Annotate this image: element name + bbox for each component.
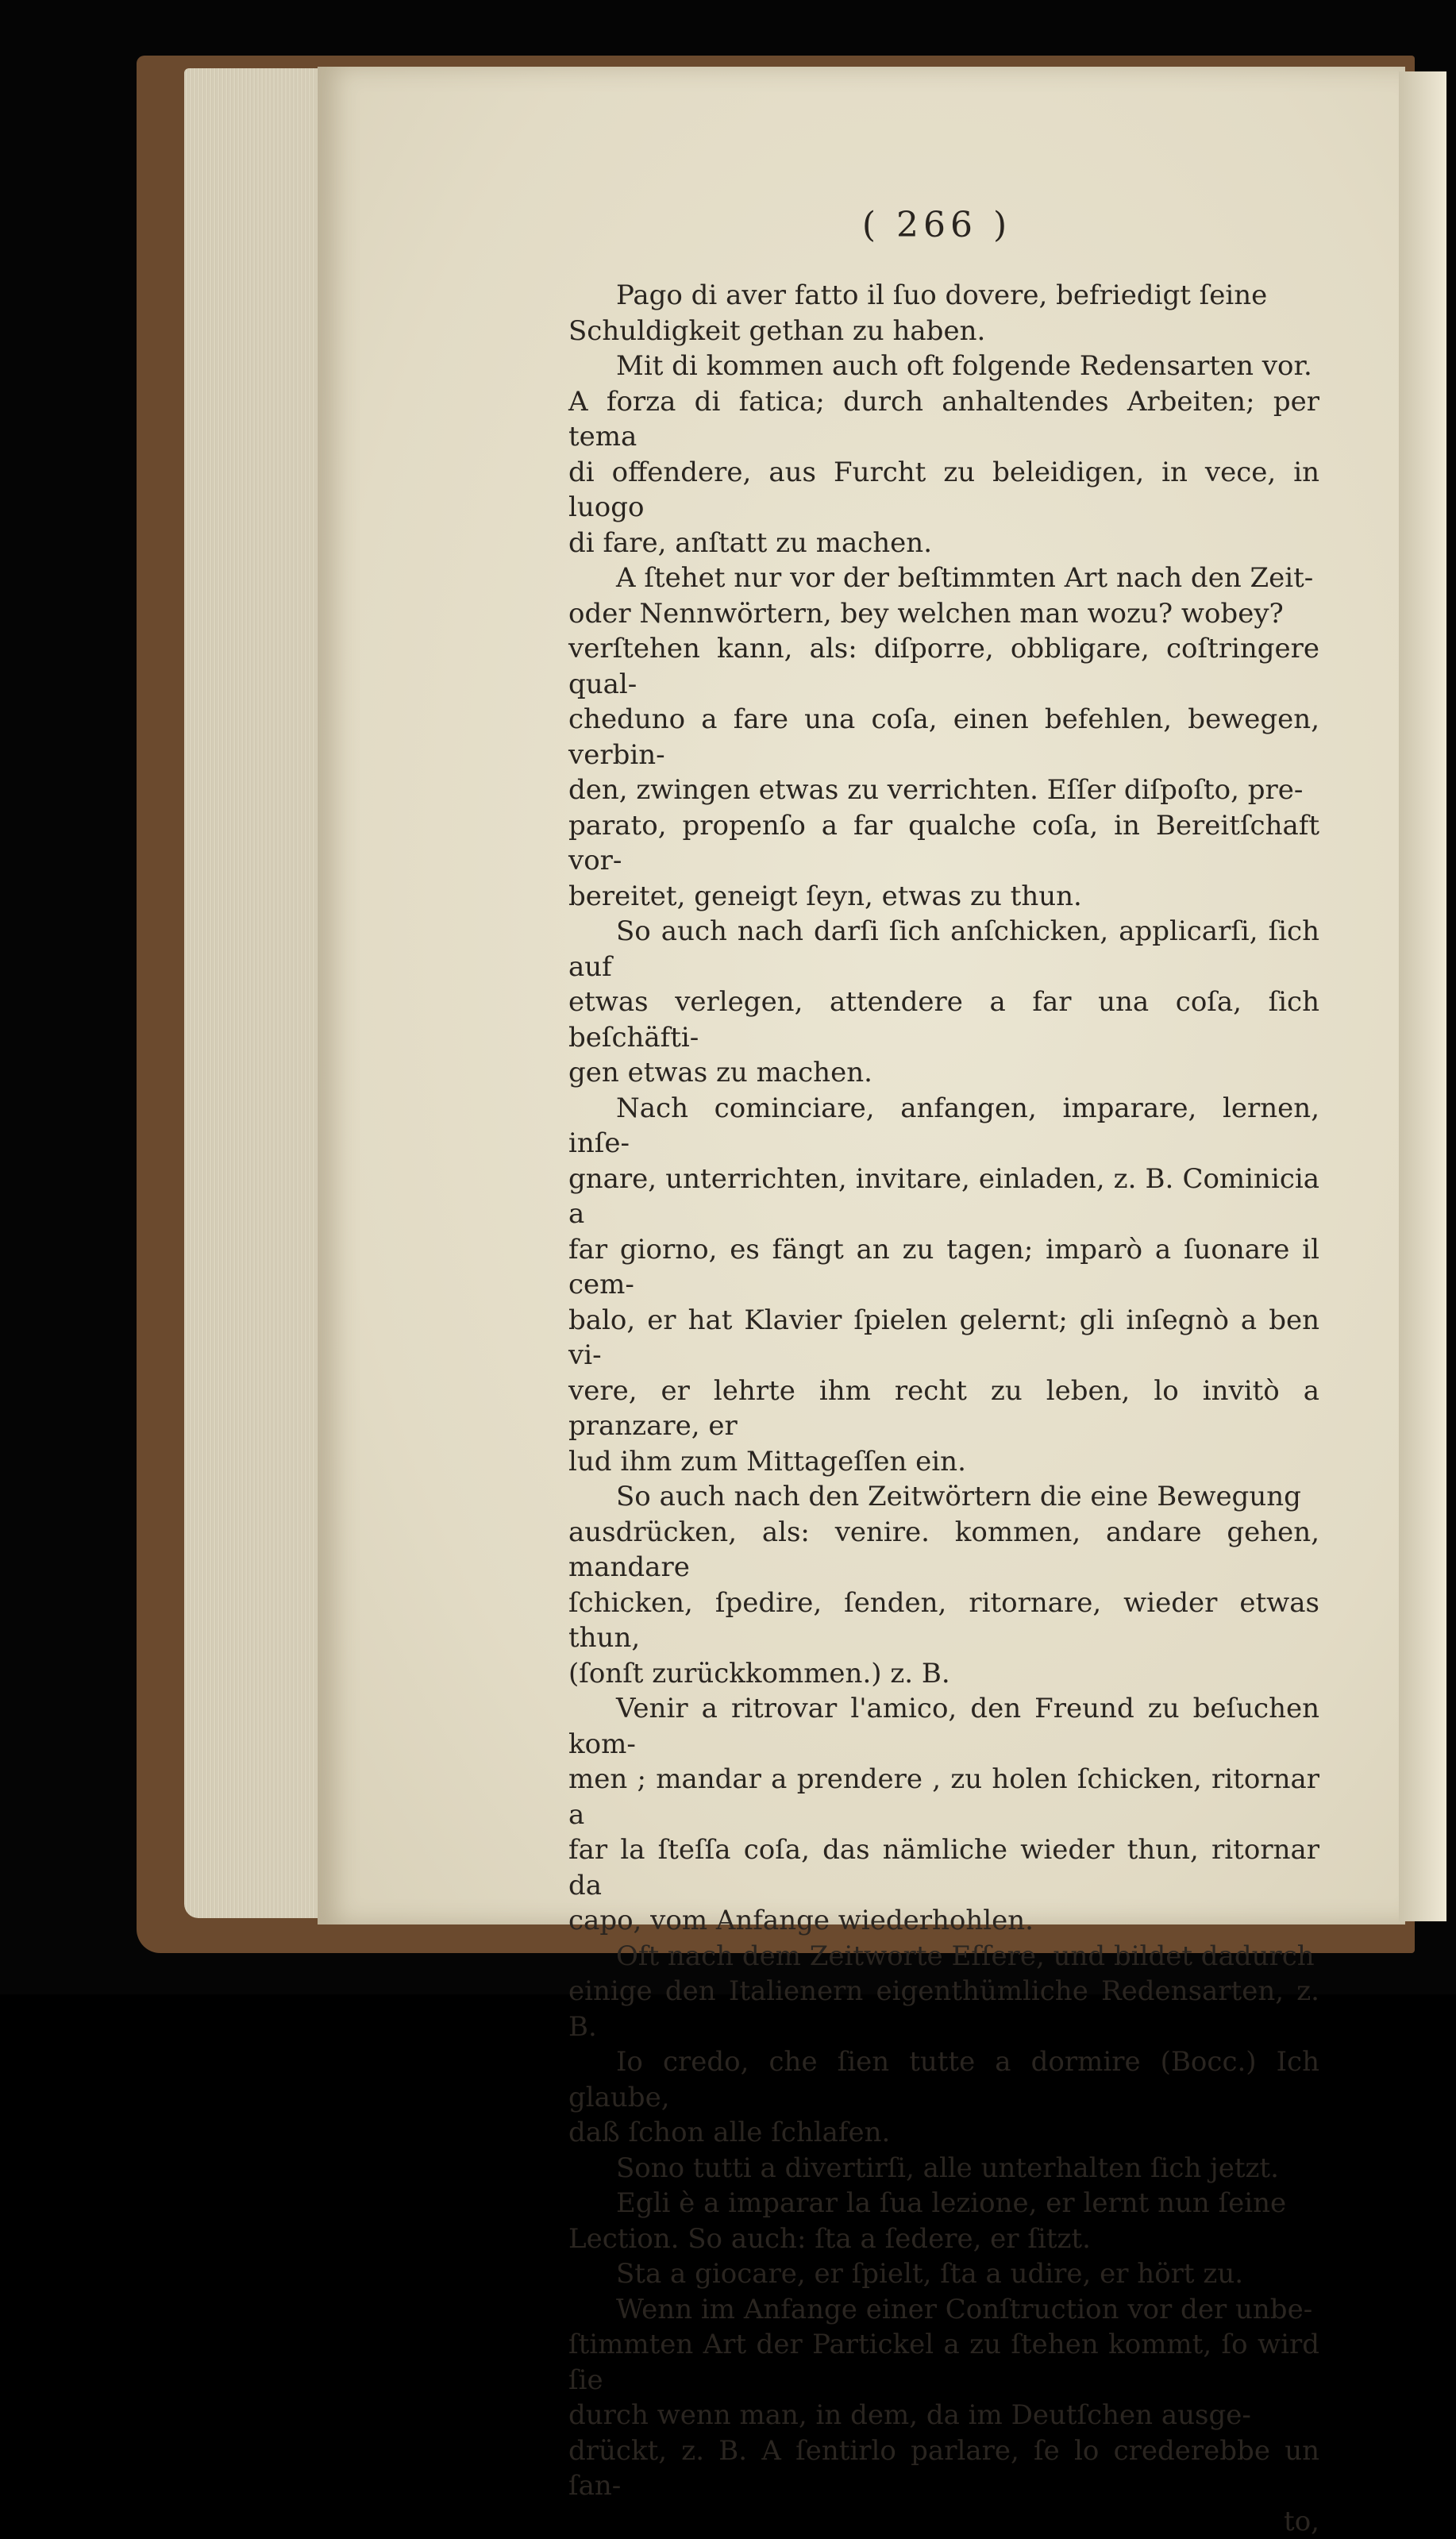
text-line: Io credo, che ſien tutte a dormire (Bocc.) Ich glaube, bbox=[568, 2044, 1319, 2115]
text-line: (ſonſt zurückkommen.) z. B. bbox=[568, 1656, 1319, 1692]
text-line: einige den Italienern eigenthümliche Redensarten, z. B. bbox=[568, 1974, 1319, 2044]
text-line: bereitet, geneigt ſeyn, etwas zu thun. bbox=[568, 879, 1319, 915]
text-line: Schuldigkeit gethan zu haben. bbox=[568, 314, 1319, 349]
text-line: Venir a ritrovar l'amico, den Freund zu beſuchen kom- bbox=[568, 1691, 1319, 1762]
text-line: parato, propenſo a far qualche coſa, in Bereitſchaft vor- bbox=[568, 808, 1319, 879]
page-number: ( 266 ) bbox=[762, 205, 1111, 245]
text-line: drückt, z. B. A ſentirlo parlare, ſe lo crederebbe un ſan- bbox=[568, 2433, 1319, 2504]
page-text bbox=[568, 278, 1319, 2539]
text-line: ſchicken, ſpedire, ſenden, ritornare, wieder etwas thun, bbox=[568, 1585, 1319, 1656]
text-line: ausdrücken, als: venire. kommen, andare gehen, mandare bbox=[568, 1515, 1319, 1585]
text-line: Lection. So auch: ſta a ſedere, er ſitzt. bbox=[568, 2221, 1319, 2257]
text-line: vere, er lehrte ihm recht zu leben, lo invitò a pranzare, er bbox=[568, 1374, 1319, 1444]
text-line: men ; mandar a prendere , zu holen ſchicken, ritornar a bbox=[568, 1762, 1319, 1832]
text-line: Sta a giocare, er ſpielt, ſta a udire, er hört zu. bbox=[568, 2256, 1319, 2292]
text-line: Egli è a imparar la ſua lezione, er lernt nun ſeine bbox=[568, 2186, 1319, 2221]
text-line: Pago di aver fatto il ſuo dovere, befriedigt ſeine bbox=[568, 278, 1319, 314]
text-line: Oft nach dem Zeitworte Eſſere, und bildet dadurch bbox=[568, 1939, 1319, 1975]
text-line: Wenn im Anfange einer Conſtruction vor der unbe- bbox=[568, 2292, 1319, 2328]
text-line: Sono tutti a divertirſi, alle unterhalten ſich jetzt. bbox=[568, 2151, 1319, 2186]
text-line: di offendere, aus Furcht zu beleidigen, in vece, in luogo bbox=[568, 455, 1319, 526]
page-gutter bbox=[1399, 71, 1446, 1921]
text-line: A ſtehet nur vor der beſtimmten Art nach den Zeit- bbox=[568, 561, 1319, 596]
text-line: gen etwas zu machen. bbox=[568, 1055, 1319, 1091]
text-line: far giorno, es fängt an zu tagen; imparò a ſuonare il cem- bbox=[568, 1232, 1319, 1303]
text-line: Mit di kommen auch oft folgende Redensarten vor. bbox=[568, 349, 1319, 384]
catchword: to, bbox=[568, 2504, 1319, 2539]
text-line: daß ſchon alle ſchlafen. bbox=[568, 2115, 1319, 2151]
text-line: durch wenn man, in dem, da im Deutſchen ausge- bbox=[568, 2398, 1319, 2433]
text-line: verſtehen kann, als: diſporre, obbligare, coſtringere qual- bbox=[568, 631, 1319, 702]
text-line: di fare, anſtatt zu machen. bbox=[568, 526, 1319, 561]
text-line: etwas verlegen, attendere a far una coſa, ſich beſchäfti- bbox=[568, 984, 1319, 1055]
text-line: So auch nach den Zeitwörtern die eine Bewegung bbox=[568, 1479, 1319, 1515]
text-line: far la ſteſſa coſa, das nämliche wieder thun, ritornar da bbox=[568, 1832, 1319, 1903]
text-line: ſtimmten Art der Partickel a zu ſtehen kommt, ſo wird ſie bbox=[568, 2327, 1319, 2398]
text-line: Nach cominciare, anfangen, imparare, lernen, inſe- bbox=[568, 1091, 1319, 1162]
text-line: A forza di fatica; durch anhaltendes Arbeiten; per tema bbox=[568, 384, 1319, 455]
text-line: So auch nach darſi ſich anſchicken, applicarſi, ſich auf bbox=[568, 914, 1319, 984]
page-edges bbox=[184, 68, 319, 1918]
text-line: den, zwingen etwas zu verrichten. Eſſer diſpoſto, pre- bbox=[568, 772, 1319, 808]
text-line: cheduno a fare una coſa, einen befehlen, bewegen, verbin- bbox=[568, 702, 1319, 772]
text-line: balo, er hat Klavier ſpielen gelernt; gli inſegnò a ben vi- bbox=[568, 1303, 1319, 1374]
text-line: lud ihm zum Mittageſſen ein. bbox=[568, 1444, 1319, 1480]
text-line: gnare, unterrichten, invitare, einladen, z. B. Cominicia a bbox=[568, 1162, 1319, 1232]
text-line: capo, vom Anfange wiederhohlen. bbox=[568, 1903, 1319, 1939]
text-line: oder Nennwörtern, bey welchen man wozu? wobey? bbox=[568, 596, 1319, 632]
